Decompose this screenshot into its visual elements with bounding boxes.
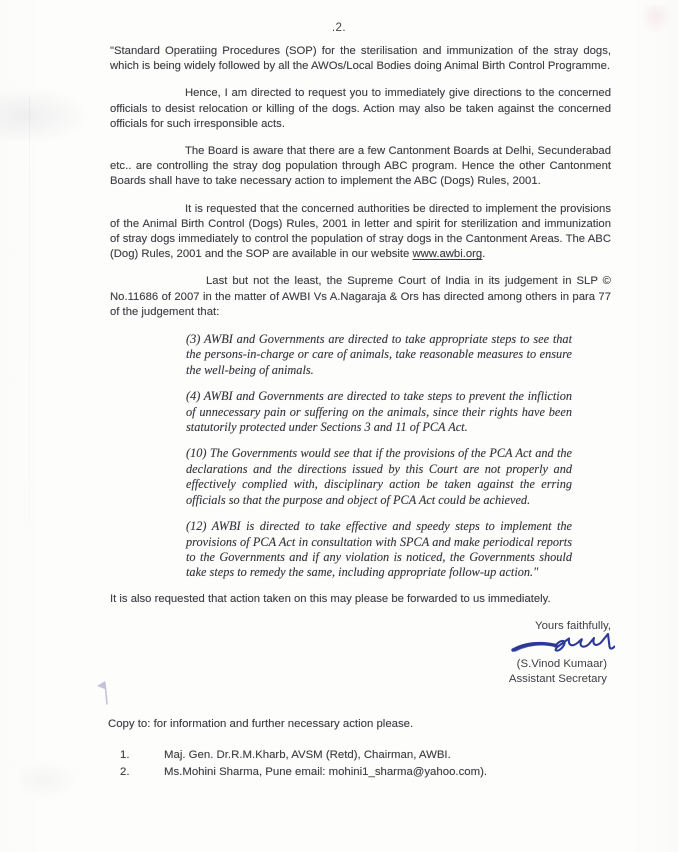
- court-quote: (3) AWBI and Governments are directed to take appropriate steps to see that the persons-in-charge or care of animals, take reasonable measures to ensure the well-being of animals.: [186, 332, 572, 377]
- paragraph-text: "Standard Operatiing Procedures (SOP) for the sterilisation and immunization of the stray dogs, which is being widely followed by all the AWOs/Local Bodies doing Animal Birth Control Programme.: [110, 45, 611, 73]
- page-number: .2.: [331, 22, 347, 34]
- body-paragraph: [110, 274, 611, 320]
- body-paragraph: [110, 86, 611, 132]
- judgement-quotes: [186, 332, 572, 581]
- copy-item: [110, 764, 611, 781]
- copy-item-text: Ms.Mohini Sharma, Pune email: mohini1_sharma@yahoo.com).: [164, 766, 488, 779]
- scan-artifact-crease: [29, 96, 30, 526]
- copy-to-list: [110, 747, 611, 781]
- copy-item-number: 2.: [120, 766, 130, 779]
- letter-body: [110, 44, 611, 781]
- paragraph-text: .: [482, 248, 486, 261]
- body-paragraph: [110, 44, 611, 74]
- scan-artifact-smudge: [0, 86, 92, 140]
- copy-item: [110, 747, 611, 764]
- paragraph-text: The Board is aware that there are a few Cantonment Boards at Delhi, Secunderabad etc.. are controlling the stray dog population through ABC program. Hence the other Cantonment Boards shall have to take necessary action to implement the ABC (Dogs) Rules, 2001.: [110, 145, 611, 188]
- scan-artifact-smudge: [20, 760, 80, 800]
- closing-request: It is also requested that action taken on this may please be forwarded to us immediately.: [110, 592, 551, 605]
- body-paragraph: [110, 144, 611, 190]
- paragraph-text: It is requested that the concerned authorities be directed to implement the provisions of the Animal Birth Control (Dogs) Rules, 2001 in letter and spirit for sterilization and immunization of stray dogs immediately to control the population of stray dogs in the Cantonment Areas. The ABC (Dog) Rules, 2001 and the SOP are available in our website: [110, 202, 611, 261]
- court-quote: (4) AWBI and Governments are directed to take steps to prevent the infliction of unnecessary pain or suffering on the animals, since their rights have been statutorily protected under Sections 3 and 11 of PCA Act.: [186, 389, 572, 435]
- copy-to-heading: Copy to: for information and further necessary action please.: [108, 717, 414, 730]
- copy-item-text: Maj. Gen. Dr.R.M.Kharb, AVSM (Retd), Chairman, AWBI.: [164, 748, 451, 761]
- copy-item-number: 1.: [120, 748, 130, 761]
- court-quote: (12) AWBI is directed to take effective and speedy steps to implement the provisions of PCA Act in consultation with SPCA and make periodical reports to the Governments and if any violation is noticed, the Governments should take steps to remedy the same, including appropriate follow-up action.": [186, 519, 572, 580]
- signatory-name: (S.Vinod Kumaar): [516, 657, 607, 670]
- paragraph-text: Hence, I am directed to request you to immediately give directions to the concerned officials to desist relocation or killing of the dogs. Action may also be taken against the concerned officials for such irresponsible acts.: [110, 87, 611, 130]
- valediction: Yours faithfully,: [535, 619, 611, 632]
- body-paragraph: [110, 202, 611, 263]
- court-quote: (10) The Governments would see that if the provisions of the PCA Act and the declarations and the directions issued by this Court are not properly and effectively complied with, disciplinary action be taken against the erring officials so that the purpose and object of PCA Act could be achieved.: [186, 446, 572, 507]
- signature-block: [110, 619, 611, 688]
- paragraph-text: Last but not the least, the Supreme Court of India in its judgement in SLP © No.11686 of 2007 in the matter of AWBI Vs A.Nagaraja & Ors has directed among others in para 77 of the judgement that:: [110, 275, 611, 318]
- signatory-title: Assistant Secretary: [508, 673, 607, 686]
- pen-mark-icon: [92, 676, 116, 712]
- website-link: www.awbi.org: [412, 248, 483, 261]
